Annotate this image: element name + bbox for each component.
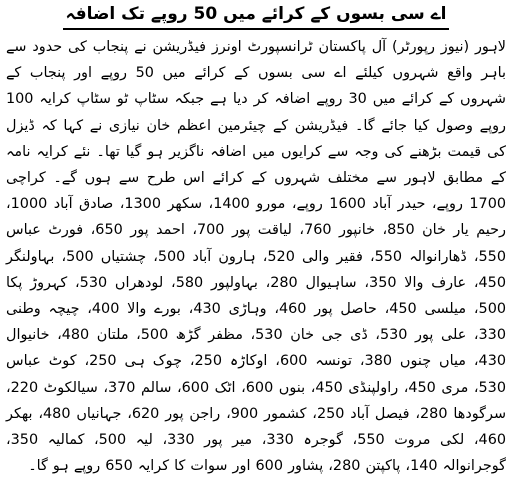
article-body: لاہور (نیوز رپورٹر) آل پاکستان ٹرانسپورٹ اونرز فیڈریشن نے پنجاب کی حدود سے باہر واقع شہروں کیلئے اے سی بسوں کے کرائے میں 50 روپے اور پنجاب کے شہروں کے کرائے میں 30 روپے اضافہ کر دیا ہے جبکہ سٹاپ ٹو سٹاپ کرایہ 100 روپے وصول کیا جائے گا۔ فیڈریشن کے چیئرمین اعظم خان نیازی نے کہا کہ ڈیزل کی قیمت بڑھنے کی وجہ سے کرایوں میں اضافہ ناگزیر ہو گیا تھا۔ نئے کرایہ نامہ کے مطابق لاہور سے مختلف شہروں کے کرائے اس طرح سے ہوں گے۔ کراچی 1700 روپے، حیدر آباد 1600 روپے، مورو 1400، سکھر 1300، صادق آباد 1000، رحیم یار خان 850، خانپور 760، لیاقت پور 700، احمد پور 650، فورٹ عباس 550، ڈھارانوالہ 550، فقیر والی 520، ہارون آباد 500، چشتیاں 500، بہاولنگر 450، عارف والا 350، ساہیوال 280، بہاولپور 580، لودھراں 530، کہروڑ پکا 500، میلسی 450، حاصل پور 460، وہاڑی 430، بورے والا 400، چیچہ وطنی 330، علی پور 530، ڈی جی خان 530، مظفر گڑھ 500، ملتان 480، خانیوال 430، میاں چنوں 380، تونسہ 600، اوکاڑہ 250، چوک ہی 250، کوٹ عباس 530، مری 450، راولپنڈی 450، بنوں 600، اٹک 600، سالم 370، سیالکوٹ 220، سرگودھا 280، فیصل آباد 250، کشمور 900، راجن پور 620، جہانیاں 480، بھکر 460، لکی مروت 550، گوجرہ 330، میر پور 330، لیہ 500، کمالیہ 350، گوجرانوالہ 140، پاکپتن 280، پشاور 600 اور سوات کا کرایہ 650 روپے ہو گا۔	[6, 39, 507, 475]
headline: اے سی بسوں کے کرائے میں 50 روپے تک اضافہ	[63, 2, 450, 30]
headline-row	[6, 2, 506, 30]
